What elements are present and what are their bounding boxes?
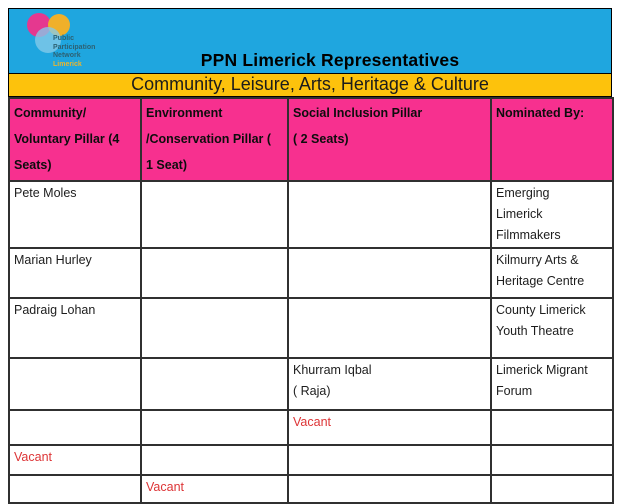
cell-text: Vacant bbox=[293, 415, 331, 429]
cell-text: Vacant bbox=[14, 450, 52, 464]
table-row bbox=[9, 298, 613, 358]
table-row bbox=[9, 181, 613, 248]
table-cell bbox=[9, 298, 141, 358]
cell-text: Limerick Migrant bbox=[496, 363, 588, 377]
cell-text: Kilmurry Arts & bbox=[496, 253, 579, 267]
table-cell bbox=[141, 358, 288, 410]
table-cell-vacant bbox=[141, 475, 288, 503]
cell-text: Forum bbox=[496, 384, 533, 398]
cell-text: Vacant bbox=[146, 480, 184, 494]
table-cell bbox=[141, 298, 288, 358]
table-cell bbox=[491, 358, 613, 410]
cell-text: Limerick bbox=[496, 207, 543, 221]
table-row bbox=[9, 248, 613, 298]
table-cell bbox=[288, 248, 491, 298]
column-header-nominated-by bbox=[491, 98, 613, 181]
table-row bbox=[9, 410, 613, 445]
header-line: 1 Seat) bbox=[146, 158, 187, 172]
table-cell bbox=[9, 475, 141, 503]
table-row bbox=[9, 358, 613, 410]
header-line: Voluntary Pillar (4 bbox=[14, 132, 120, 146]
cell-text: ( Raja) bbox=[293, 384, 331, 398]
table-cell bbox=[491, 298, 613, 358]
header-line: Social Inclusion Pillar bbox=[293, 106, 423, 120]
page-title: PPN Limerick Representatives bbox=[200, 50, 460, 70]
logo-org-line: Participation bbox=[53, 43, 96, 51]
table-cell bbox=[491, 248, 613, 298]
logo-org-line: Network bbox=[53, 52, 81, 60]
table-cell bbox=[141, 181, 288, 248]
logo-org-line: Public bbox=[53, 35, 75, 42]
header-line: Community/ bbox=[14, 106, 87, 120]
cell-text: County Limerick bbox=[496, 303, 586, 317]
table-row bbox=[9, 445, 613, 475]
cell-text: Filmmakers bbox=[496, 228, 561, 242]
cell-text: Khurram Iqbal bbox=[293, 363, 372, 377]
table-cell bbox=[9, 181, 141, 248]
table-cell bbox=[141, 248, 288, 298]
table-row bbox=[9, 475, 613, 503]
table-cell bbox=[9, 248, 141, 298]
representatives-table bbox=[8, 97, 614, 504]
category-band: Community, Leisure, Arts, Heritage & Culture bbox=[8, 74, 612, 97]
cell-text: Heritage Centre bbox=[496, 274, 585, 288]
table-cell bbox=[288, 445, 491, 475]
column-header-environment-conservation-pillar bbox=[141, 98, 288, 181]
table-cell-vacant bbox=[288, 410, 491, 445]
column-header-community-voluntary-pillar bbox=[9, 98, 141, 181]
table-header-row bbox=[9, 98, 613, 181]
table-body bbox=[9, 181, 613, 503]
table-cell bbox=[491, 410, 613, 445]
table-cell bbox=[288, 358, 491, 410]
header-line: Seats) bbox=[14, 158, 52, 172]
cell-text: Pete Moles bbox=[14, 186, 77, 200]
header-line: Environment bbox=[146, 106, 223, 120]
header-line: ( 2 Seats) bbox=[293, 132, 349, 146]
table-cell bbox=[288, 298, 491, 358]
banner bbox=[8, 8, 612, 74]
table-cell bbox=[9, 358, 141, 410]
table-cell bbox=[288, 181, 491, 248]
header-line: Nominated By: bbox=[496, 106, 585, 120]
table-cell bbox=[491, 475, 613, 503]
cell-text: Youth Theatre bbox=[496, 324, 574, 338]
table-cell bbox=[141, 445, 288, 475]
table-cell bbox=[141, 410, 288, 445]
table-cell bbox=[288, 475, 491, 503]
cell-text: Emerging bbox=[496, 186, 550, 200]
logo-place: Limerick bbox=[53, 60, 82, 68]
cell-text: Marian Hurley bbox=[14, 253, 92, 267]
table-cell bbox=[9, 410, 141, 445]
table-cell bbox=[491, 445, 613, 475]
table-cell-vacant bbox=[9, 445, 141, 475]
header-line: /Conservation Pillar ( bbox=[146, 132, 272, 146]
cell-text: Padraig Lohan bbox=[14, 303, 96, 317]
column-header-social-inclusion-pillar bbox=[288, 98, 491, 181]
table-cell bbox=[491, 181, 613, 248]
